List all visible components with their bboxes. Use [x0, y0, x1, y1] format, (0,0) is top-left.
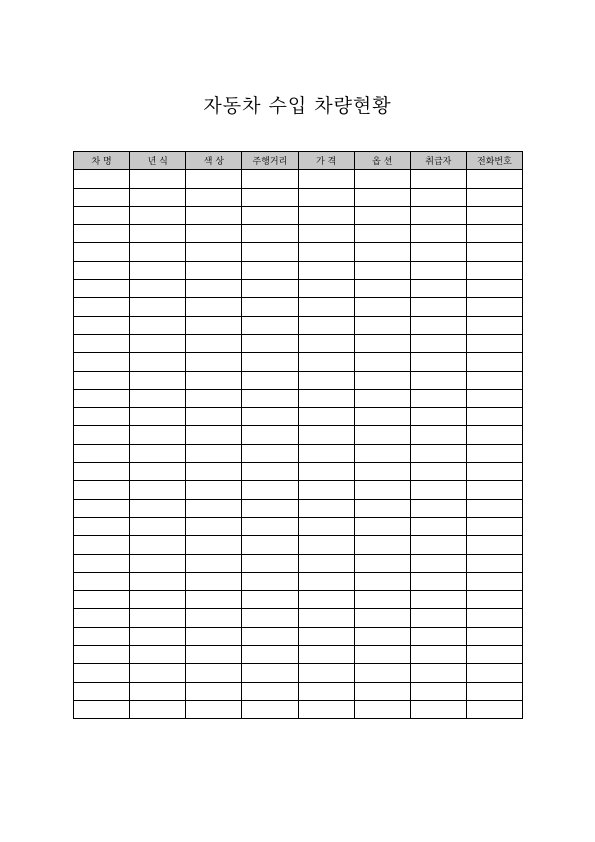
table-cell[interactable]	[466, 188, 522, 206]
table-cell[interactable]	[186, 188, 242, 206]
table-cell[interactable]	[298, 206, 354, 224]
table-cell[interactable]	[130, 536, 186, 554]
table-cell[interactable]	[466, 334, 522, 352]
document-title: 자동차 수입 차량현황	[203, 95, 392, 117]
table-cell[interactable]	[466, 261, 522, 279]
table-cell[interactable]	[242, 188, 298, 206]
table-cell[interactable]	[186, 591, 242, 609]
table-cell[interactable]	[186, 609, 242, 627]
table-cell[interactable]	[186, 536, 242, 554]
table-row	[74, 572, 523, 590]
table-cell[interactable]	[74, 517, 130, 535]
table-cell[interactable]	[354, 206, 410, 224]
table-cell[interactable]	[298, 627, 354, 645]
table-cell[interactable]	[466, 572, 522, 590]
table-row	[74, 682, 523, 700]
column-header-handler: 취급자	[410, 152, 466, 170]
table-cell[interactable]	[242, 243, 298, 261]
table-row	[74, 261, 523, 279]
table-row	[74, 170, 523, 188]
table-cell[interactable]	[242, 353, 298, 371]
table-cell[interactable]	[186, 499, 242, 517]
table-cell[interactable]	[410, 572, 466, 590]
table-cell[interactable]	[130, 444, 186, 462]
table-cell[interactable]	[354, 261, 410, 279]
table-cell[interactable]	[354, 700, 410, 718]
table-cell[interactable]	[74, 481, 130, 499]
table-cell[interactable]	[130, 517, 186, 535]
table-cell[interactable]	[298, 280, 354, 298]
table-row	[74, 371, 523, 389]
table-cell[interactable]	[130, 298, 186, 316]
table-cell[interactable]	[74, 444, 130, 462]
table-cell[interactable]	[410, 499, 466, 517]
table-cell[interactable]	[466, 536, 522, 554]
table-row	[74, 243, 523, 261]
table-row	[74, 444, 523, 462]
table-cell[interactable]	[186, 463, 242, 481]
table-cell[interactable]	[130, 371, 186, 389]
table-cell[interactable]	[186, 517, 242, 535]
table-cell[interactable]	[74, 682, 130, 700]
table-cell[interactable]	[354, 280, 410, 298]
table-cell[interactable]	[130, 225, 186, 243]
table-cell[interactable]	[410, 206, 466, 224]
table-cell[interactable]	[354, 408, 410, 426]
table-row	[74, 298, 523, 316]
table-cell[interactable]	[186, 554, 242, 572]
table-cell[interactable]	[74, 700, 130, 718]
vehicle-register-table	[73, 151, 523, 719]
table-cell[interactable]	[74, 609, 130, 627]
table-cell[interactable]	[242, 609, 298, 627]
table-row	[74, 646, 523, 664]
table-cell[interactable]	[298, 682, 354, 700]
table-cell[interactable]	[186, 426, 242, 444]
table-cell[interactable]	[466, 463, 522, 481]
table-cell[interactable]	[74, 353, 130, 371]
table-cell[interactable]	[186, 170, 242, 188]
table-cell[interactable]	[130, 572, 186, 590]
table-row	[74, 700, 523, 718]
table-cell[interactable]	[354, 536, 410, 554]
table-cell[interactable]	[466, 243, 522, 261]
table-cell[interactable]	[298, 572, 354, 590]
table-cell[interactable]	[242, 591, 298, 609]
table-cell[interactable]	[354, 463, 410, 481]
table-cell[interactable]	[130, 261, 186, 279]
table-cell[interactable]	[410, 316, 466, 334]
table-cell[interactable]	[130, 554, 186, 572]
table-cell[interactable]	[74, 554, 130, 572]
table-body	[74, 170, 523, 719]
table-cell[interactable]	[242, 700, 298, 718]
table-cell[interactable]	[298, 408, 354, 426]
table-row	[74, 426, 523, 444]
table-cell[interactable]	[298, 591, 354, 609]
table-cell[interactable]	[130, 591, 186, 609]
table-row	[74, 334, 523, 352]
table-cell[interactable]	[186, 408, 242, 426]
table-cell[interactable]	[130, 646, 186, 664]
table-cell[interactable]	[242, 499, 298, 517]
table-cell[interactable]	[242, 682, 298, 700]
table-cell[interactable]	[242, 444, 298, 462]
table-cell[interactable]	[74, 646, 130, 664]
table-cell[interactable]	[410, 444, 466, 462]
table-cell[interactable]	[74, 206, 130, 224]
table-cell[interactable]	[354, 664, 410, 682]
table-cell[interactable]	[466, 280, 522, 298]
table-row	[74, 609, 523, 627]
table-cell[interactable]	[298, 371, 354, 389]
table-cell[interactable]	[242, 371, 298, 389]
table-cell[interactable]	[130, 243, 186, 261]
table-cell[interactable]	[298, 243, 354, 261]
table-cell[interactable]	[354, 609, 410, 627]
table-cell[interactable]	[74, 261, 130, 279]
table-cell[interactable]	[242, 389, 298, 407]
table-cell[interactable]	[298, 536, 354, 554]
table-cell[interactable]	[354, 298, 410, 316]
table-cell[interactable]	[130, 353, 186, 371]
table-cell[interactable]	[242, 206, 298, 224]
table-cell[interactable]	[186, 389, 242, 407]
table-cell[interactable]	[130, 463, 186, 481]
column-header-options: 옵 션	[354, 152, 410, 170]
table-cell[interactable]	[354, 682, 410, 700]
table-cell[interactable]	[130, 627, 186, 645]
table-cell[interactable]	[410, 426, 466, 444]
table-cell[interactable]	[466, 316, 522, 334]
table-row	[74, 664, 523, 682]
table-row	[74, 225, 523, 243]
table-cell[interactable]	[466, 353, 522, 371]
table-cell[interactable]	[298, 481, 354, 499]
table-cell[interactable]	[466, 170, 522, 188]
table-cell[interactable]	[74, 188, 130, 206]
table-cell[interactable]	[354, 627, 410, 645]
column-header-price: 가 격	[298, 152, 354, 170]
table-cell[interactable]	[410, 646, 466, 664]
table-cell[interactable]	[466, 408, 522, 426]
table-cell[interactable]	[74, 499, 130, 517]
column-header-mileage: 주행거리	[242, 152, 298, 170]
table-cell[interactable]	[466, 609, 522, 627]
table-cell[interactable]	[74, 243, 130, 261]
table-cell[interactable]	[410, 353, 466, 371]
table-cell[interactable]	[298, 225, 354, 243]
table-cell[interactable]	[186, 481, 242, 499]
table-row	[74, 280, 523, 298]
table-cell[interactable]	[130, 188, 186, 206]
table-cell[interactable]	[410, 243, 466, 261]
table-cell[interactable]	[298, 664, 354, 682]
table-cell[interactable]	[74, 389, 130, 407]
table-row	[74, 408, 523, 426]
table-cell[interactable]	[298, 316, 354, 334]
table-cell[interactable]	[130, 206, 186, 224]
table-cell[interactable]	[186, 225, 242, 243]
table-cell[interactable]	[74, 408, 130, 426]
table-cell[interactable]	[298, 334, 354, 352]
table-cell[interactable]	[186, 316, 242, 334]
table-cell[interactable]	[74, 463, 130, 481]
table-cell[interactable]	[298, 188, 354, 206]
table-cell[interactable]	[466, 206, 522, 224]
table-cell[interactable]	[354, 334, 410, 352]
table-row	[74, 389, 523, 407]
table-cell[interactable]	[242, 646, 298, 664]
table-cell[interactable]	[298, 517, 354, 535]
table-cell[interactable]	[242, 536, 298, 554]
column-header-model-year: 년 식	[130, 152, 186, 170]
table-cell[interactable]	[410, 188, 466, 206]
table-cell[interactable]	[74, 334, 130, 352]
table-cell[interactable]	[466, 664, 522, 682]
table-cell[interactable]	[298, 554, 354, 572]
table-cell[interactable]	[298, 499, 354, 517]
table-cell[interactable]	[354, 353, 410, 371]
column-header-car-name: 차 명	[74, 152, 130, 170]
table-cell[interactable]	[466, 389, 522, 407]
table-cell[interactable]	[130, 389, 186, 407]
table-cell[interactable]	[410, 463, 466, 481]
table-cell[interactable]	[354, 371, 410, 389]
table-cell[interactable]	[410, 627, 466, 645]
table-cell[interactable]	[74, 591, 130, 609]
table-cell[interactable]	[298, 426, 354, 444]
table-cell[interactable]	[74, 170, 130, 188]
table-row	[74, 481, 523, 499]
table-cell[interactable]	[298, 170, 354, 188]
table-cell[interactable]	[74, 225, 130, 243]
table-cell[interactable]	[298, 389, 354, 407]
table-cell[interactable]	[410, 700, 466, 718]
table-cell[interactable]	[74, 664, 130, 682]
table-cell[interactable]	[298, 646, 354, 664]
table-cell[interactable]	[466, 298, 522, 316]
table-cell[interactable]	[130, 499, 186, 517]
table-cell[interactable]	[466, 646, 522, 664]
table-cell[interactable]	[130, 316, 186, 334]
table-cell[interactable]	[466, 225, 522, 243]
table-row	[74, 517, 523, 535]
table-cell[interactable]	[410, 536, 466, 554]
table-cell[interactable]	[242, 170, 298, 188]
table-cell[interactable]	[410, 261, 466, 279]
table-cell[interactable]	[298, 700, 354, 718]
table-cell[interactable]	[186, 646, 242, 664]
table-cell[interactable]	[242, 554, 298, 572]
table-cell[interactable]	[242, 298, 298, 316]
table-cell[interactable]	[354, 554, 410, 572]
table-cell[interactable]	[130, 426, 186, 444]
table-row	[74, 591, 523, 609]
table-cell[interactable]	[354, 316, 410, 334]
table-cell[interactable]	[242, 316, 298, 334]
table-row	[74, 554, 523, 572]
table-cell[interactable]	[410, 481, 466, 499]
table-row	[74, 353, 523, 371]
table-cell[interactable]	[354, 591, 410, 609]
table-cell[interactable]	[466, 700, 522, 718]
table-cell[interactable]	[186, 261, 242, 279]
table-cell[interactable]	[186, 627, 242, 645]
table-row	[74, 536, 523, 554]
table-cell[interactable]	[242, 481, 298, 499]
column-header-color: 색 상	[186, 152, 242, 170]
table-cell[interactable]	[242, 225, 298, 243]
table-cell[interactable]	[186, 298, 242, 316]
table-cell[interactable]	[466, 682, 522, 700]
table-cell[interactable]	[410, 408, 466, 426]
table-cell[interactable]	[410, 664, 466, 682]
table-cell[interactable]	[130, 334, 186, 352]
table-cell[interactable]	[186, 353, 242, 371]
table-cell[interactable]	[186, 700, 242, 718]
table-cell[interactable]	[298, 463, 354, 481]
table-cell[interactable]	[354, 225, 410, 243]
table-cell[interactable]	[298, 298, 354, 316]
table-row	[74, 627, 523, 645]
table-cell[interactable]	[410, 517, 466, 535]
table-cell[interactable]	[354, 572, 410, 590]
table-cell[interactable]	[354, 646, 410, 664]
table-cell[interactable]	[186, 243, 242, 261]
table-cell[interactable]	[354, 426, 410, 444]
table-cell[interactable]	[242, 280, 298, 298]
table-cell[interactable]	[410, 298, 466, 316]
table-cell[interactable]	[354, 188, 410, 206]
table-cell[interactable]	[242, 572, 298, 590]
table-cell[interactable]	[186, 664, 242, 682]
table-cell[interactable]	[242, 664, 298, 682]
table-row	[74, 206, 523, 224]
table-cell[interactable]	[130, 170, 186, 188]
table-cell[interactable]	[242, 408, 298, 426]
table-header-row	[74, 152, 523, 170]
table-cell[interactable]	[242, 517, 298, 535]
table-cell[interactable]	[242, 463, 298, 481]
table-cell[interactable]	[186, 444, 242, 462]
table-cell[interactable]	[354, 170, 410, 188]
table-cell[interactable]	[74, 426, 130, 444]
table-cell[interactable]	[354, 481, 410, 499]
table-cell[interactable]	[242, 627, 298, 645]
table-cell[interactable]	[410, 225, 466, 243]
table-cell[interactable]	[466, 554, 522, 572]
table-cell[interactable]	[242, 334, 298, 352]
table-cell[interactable]	[298, 444, 354, 462]
table-cell[interactable]	[298, 609, 354, 627]
table-cell[interactable]	[186, 682, 242, 700]
table-cell[interactable]	[298, 353, 354, 371]
table-cell[interactable]	[74, 627, 130, 645]
table-cell[interactable]	[130, 609, 186, 627]
table-cell[interactable]	[354, 499, 410, 517]
table-cell[interactable]	[466, 627, 522, 645]
table-row	[74, 188, 523, 206]
table-cell[interactable]	[74, 280, 130, 298]
table-row	[74, 499, 523, 517]
table-cell[interactable]	[354, 444, 410, 462]
table-cell[interactable]	[410, 554, 466, 572]
table-cell[interactable]	[410, 389, 466, 407]
table-cell[interactable]	[186, 371, 242, 389]
table-cell[interactable]	[74, 572, 130, 590]
column-header-phone: 전화번호	[466, 152, 522, 170]
table-cell[interactable]	[410, 609, 466, 627]
table-cell[interactable]	[186, 572, 242, 590]
table-cell[interactable]	[410, 591, 466, 609]
table-row	[74, 316, 523, 334]
table-cell[interactable]	[466, 444, 522, 462]
table-cell[interactable]	[130, 408, 186, 426]
table-cell[interactable]	[466, 481, 522, 499]
table-cell[interactable]	[74, 316, 130, 334]
table-cell[interactable]	[410, 371, 466, 389]
table-cell[interactable]	[354, 517, 410, 535]
table-cell[interactable]	[130, 700, 186, 718]
table-cell[interactable]	[242, 426, 298, 444]
table-cell[interactable]	[186, 280, 242, 298]
table-cell[interactable]	[74, 371, 130, 389]
table-cell[interactable]	[466, 426, 522, 444]
table-cell[interactable]	[130, 664, 186, 682]
table-cell[interactable]	[410, 334, 466, 352]
table-cell[interactable]	[466, 591, 522, 609]
table-cell[interactable]	[354, 389, 410, 407]
table-cell[interactable]	[130, 280, 186, 298]
table-cell[interactable]	[410, 280, 466, 298]
table-cell[interactable]	[74, 536, 130, 554]
table-row	[74, 463, 523, 481]
table-cell[interactable]	[354, 243, 410, 261]
table-cell[interactable]	[242, 261, 298, 279]
table-cell[interactable]	[410, 682, 466, 700]
table-cell[interactable]	[298, 261, 354, 279]
table-cell[interactable]	[130, 682, 186, 700]
table-cell[interactable]	[130, 481, 186, 499]
table-cell[interactable]	[466, 371, 522, 389]
table-cell[interactable]	[410, 170, 466, 188]
table-cell[interactable]	[466, 517, 522, 535]
table-cell[interactable]	[186, 334, 242, 352]
table-cell[interactable]	[74, 298, 130, 316]
table-cell[interactable]	[466, 499, 522, 517]
table-cell[interactable]	[186, 206, 242, 224]
